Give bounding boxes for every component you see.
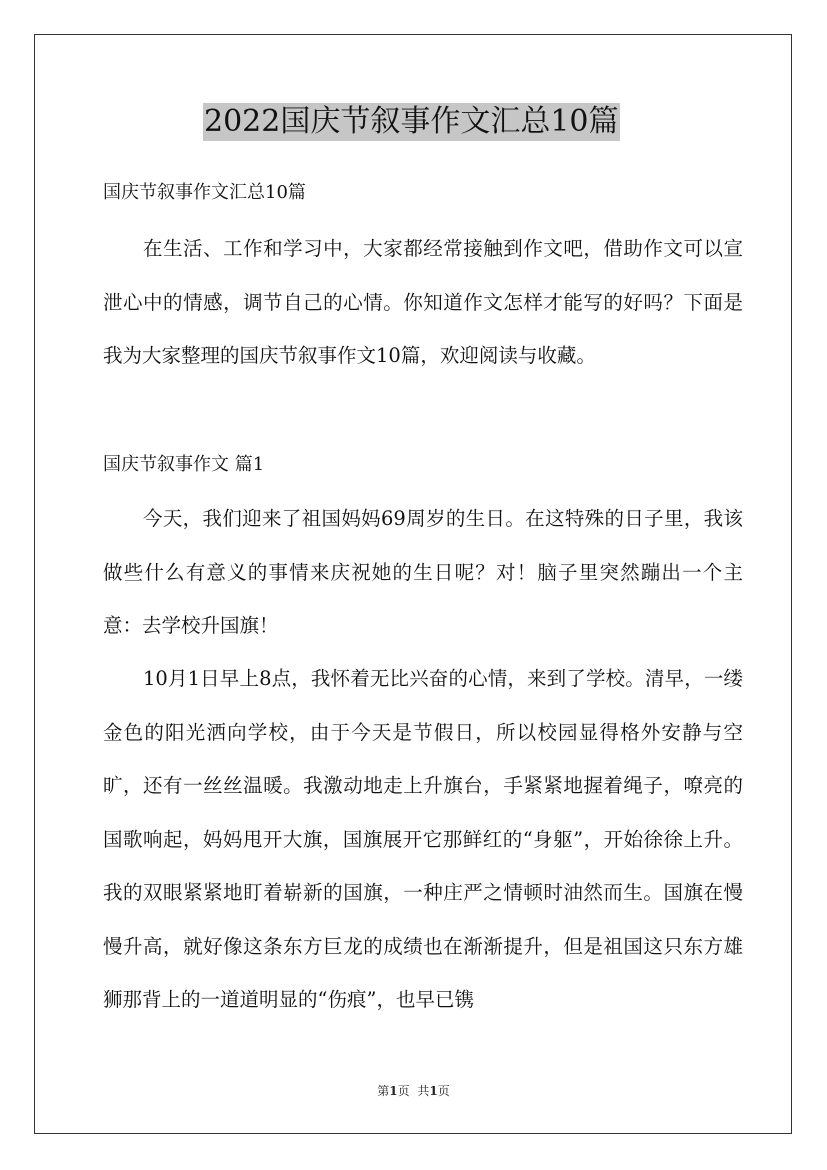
intro-paragraph: 在生活、工作和学习中，大家都经常接触到作文吧，借助作文可以宣泄心中的情感，调节自己的心情。你知道作文怎样才能写的好吗？下面是我为大家整理的国庆节叙事作文10篇，欢迎阅读与收藏。 [103,237,743,367]
section-heading: 国庆节叙事作文 篇1 [103,454,265,475]
body-paragraph-1: 今天，我们迎来了祖国妈妈69周岁的生日。在这特殊的日子里，我该做些什么有意义的事情来庆祝她的生日呢？对！脑子里突然蹦出一个主意：去学校升国旗！ [103,507,743,637]
footer-page-label: 第 [377,1084,390,1098]
page-footer [0,1082,827,1100]
footer-page-number: 1 [389,1084,398,1098]
document-title: 2022国庆节叙事作文汇总10篇 [204,104,619,139]
footer-total-label: 共 [417,1084,430,1098]
document-subtitle: 国庆节叙事作文汇总10篇 [103,182,306,203]
body-paragraph-2: 10月1日早上8点，我怀着无比兴奋的心情，来到了学校。清早，一缕金色的阳光洒向学校，由于今天是节假日，所以校园显得格外安静与空旷，还有一丝丝温暖。我激动地走上升旗台，手紧紧地握着绳子，嘹亮的国歌响起，妈妈甩开大旗，国旗展开它那鲜红的“身躯”，开始徐徐上升。我的双眼紧紧地盯着崭新的国旗，一种庄严之情顿时油然而生。国旗在慢慢升高，就好像这条东方巨龙的成绩也在渐渐提升，但是祖国这只东方雄狮那背上的一道道明显的“伤痕”，也早已镌 [103,667,743,1011]
footer-total-unit: 页 [437,1084,450,1098]
footer-total-number: 1 [429,1084,438,1098]
footer-page-unit: 页 [397,1084,410,1098]
